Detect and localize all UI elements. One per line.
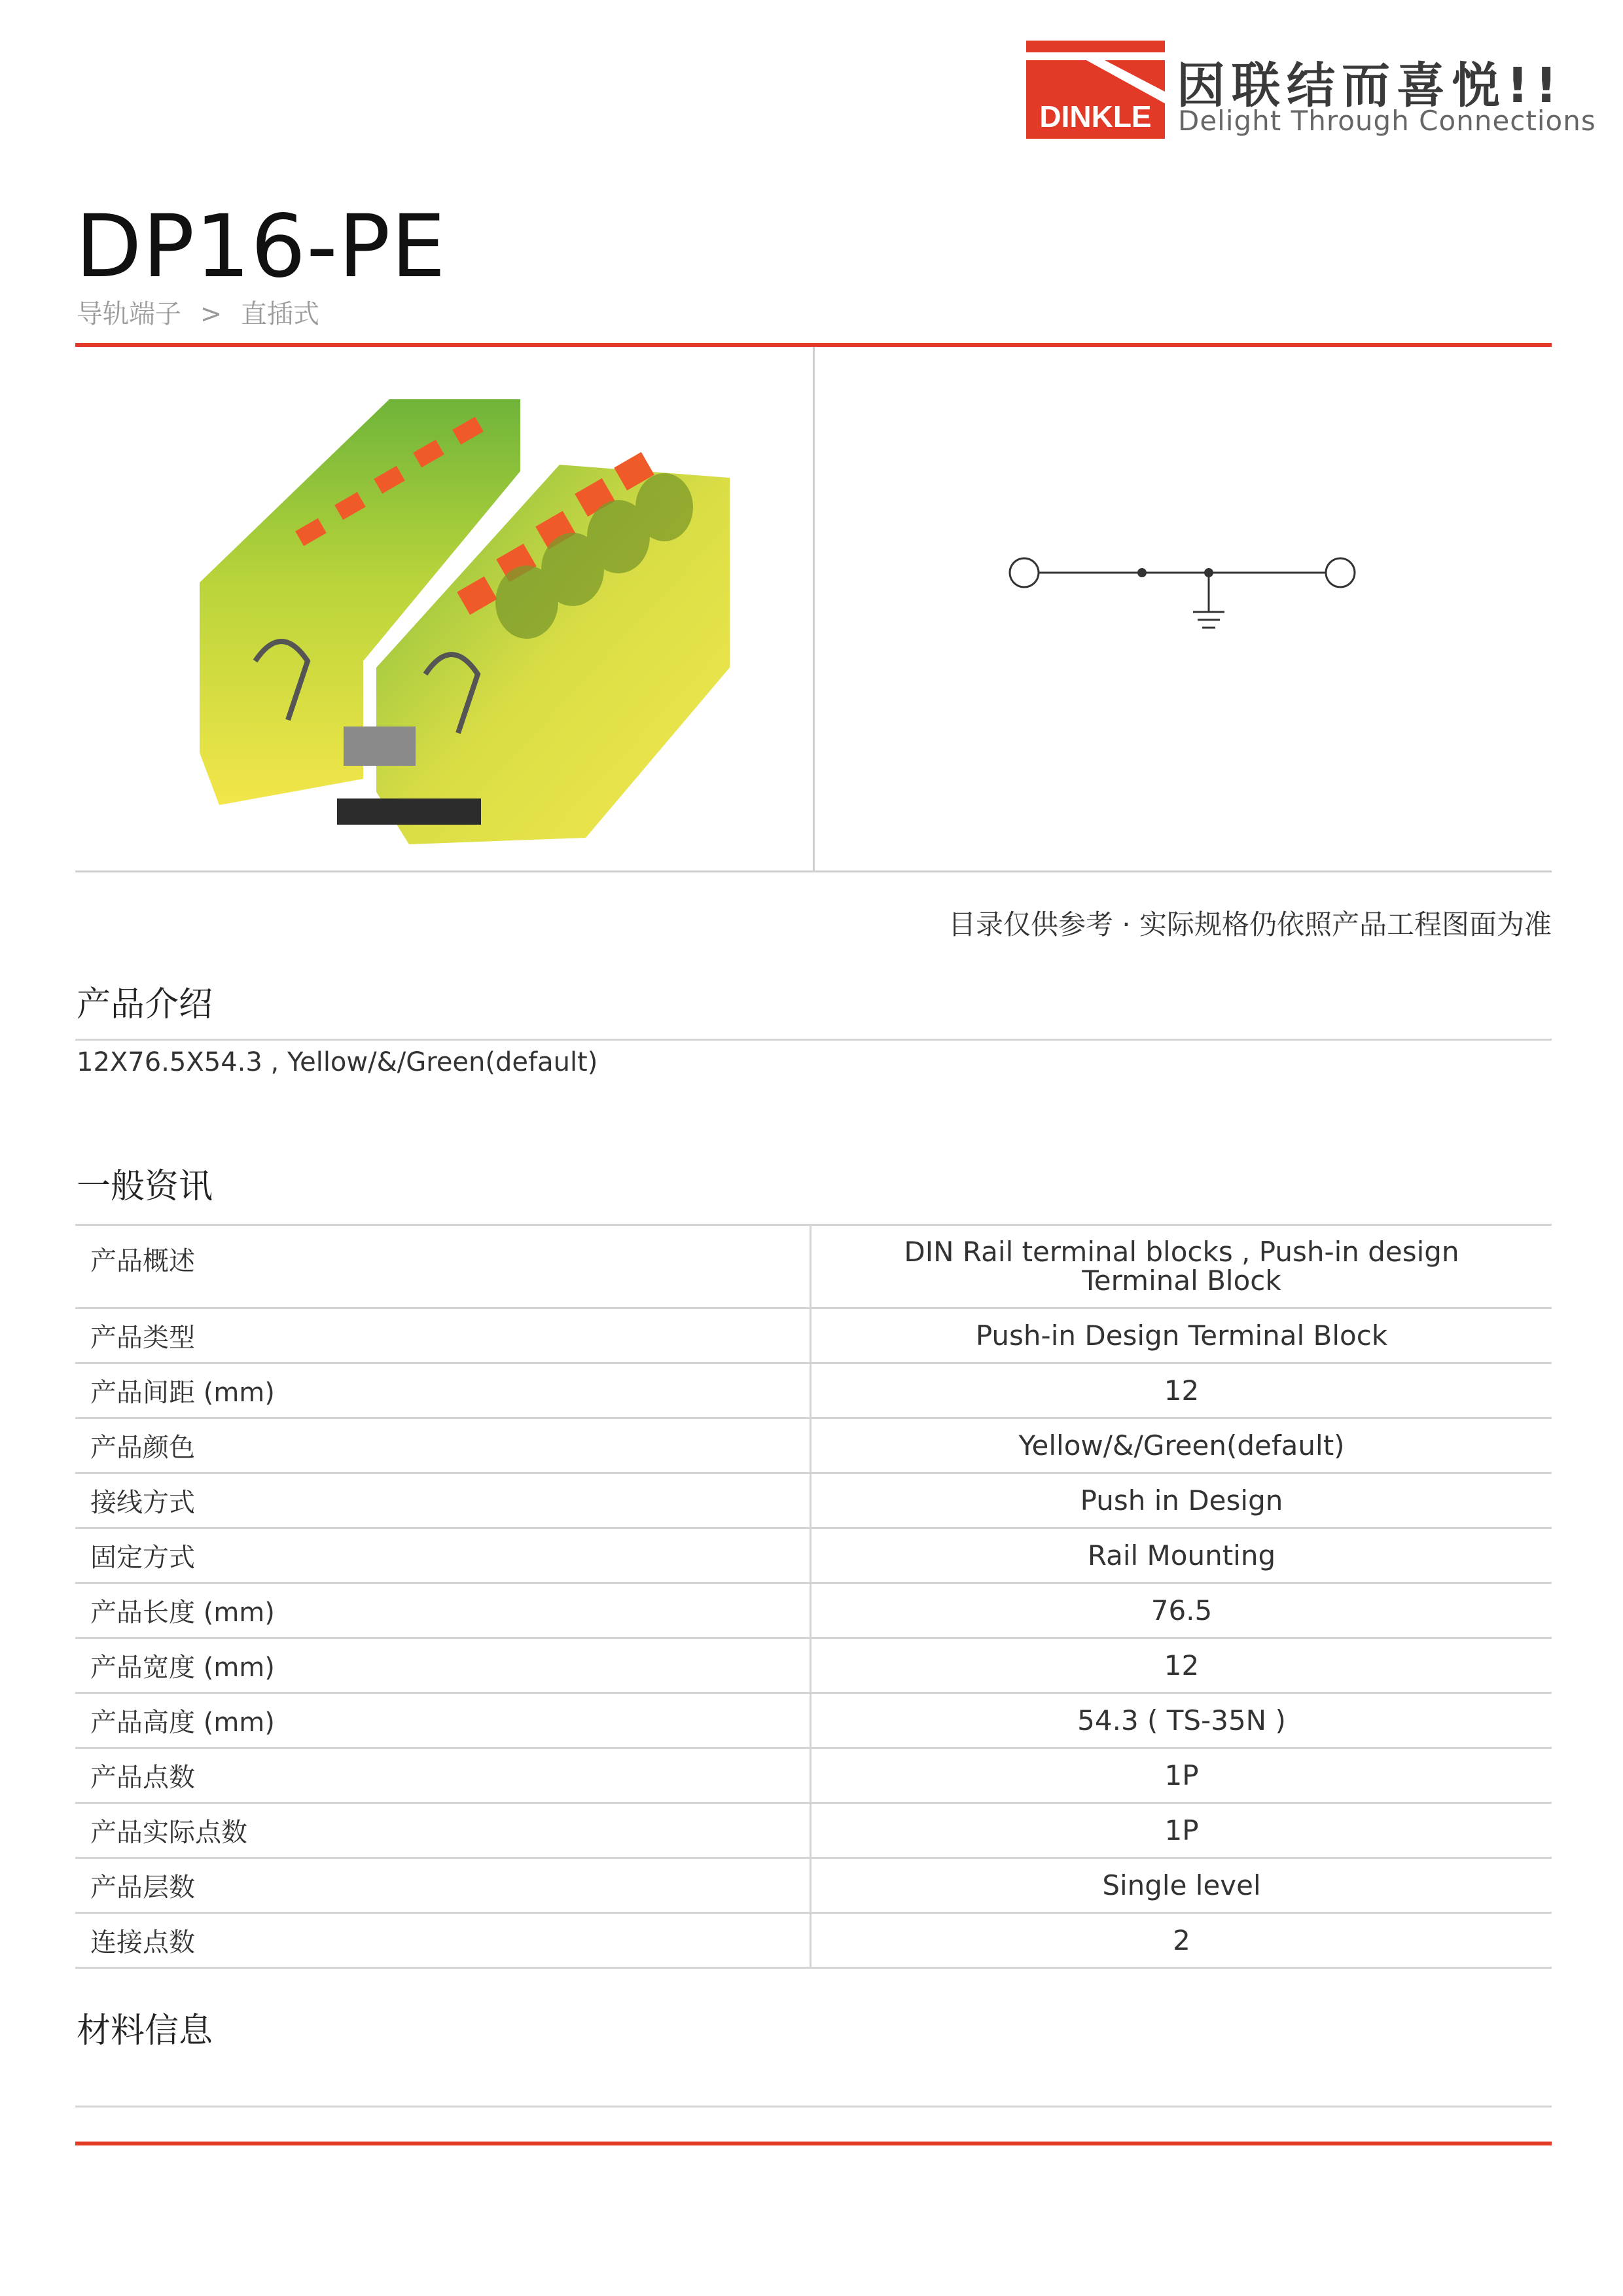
spec-value: Rail Mounting — [1087, 1539, 1276, 1571]
spec-value: 1P — [1164, 1814, 1199, 1846]
media-bottom-rule — [75, 870, 1552, 872]
product-photo — [193, 386, 740, 857]
spec-row — [75, 1419, 1552, 1474]
spec-value: Single level — [1102, 1869, 1261, 1901]
spec-value: Yellow/&/Green(default) — [1018, 1429, 1345, 1462]
spec-label: 连接点数 — [75, 1914, 812, 1967]
spec-row — [75, 1529, 1552, 1584]
breadcrumb-category[interactable]: 导轨端子 — [77, 299, 181, 329]
spec-row — [75, 1226, 1552, 1309]
intro-heading: 产品介绍 — [77, 985, 213, 1024]
breadcrumb-subcategory[interactable]: 直插式 — [240, 299, 319, 329]
footer-rule — [75, 2142, 1552, 2145]
spec-value: 76.5 — [1150, 1594, 1213, 1626]
slogan-en: Delight Through Connections — [1178, 105, 1596, 137]
spec-label: 产品层数 — [75, 1859, 812, 1912]
slogan-cn: 因联结而喜悦!! — [1177, 58, 1564, 114]
spec-value: 2 — [1173, 1924, 1190, 1956]
spec-row — [75, 1364, 1552, 1419]
product-title: DP16-PE — [75, 196, 446, 297]
spec-label: 产品实际点数 — [75, 1804, 812, 1857]
spec-row — [75, 1859, 1552, 1914]
spec-row — [75, 1694, 1552, 1749]
spec-row — [75, 1584, 1552, 1639]
spec-label: 产品宽度 (mm) — [75, 1639, 812, 1692]
intro-text: 12X76.5X54.3 , Yellow/&/Green(default) — [77, 1047, 598, 1077]
spec-label: 产品颜色 — [75, 1419, 812, 1472]
spec-label: 产品类型 — [75, 1309, 812, 1362]
circuit-symbol — [1008, 540, 1361, 655]
spec-value: 12 — [1164, 1649, 1200, 1681]
spec-row — [75, 1804, 1552, 1859]
breadcrumb-separator: > — [200, 299, 223, 329]
spec-label: 接线方式 — [75, 1474, 812, 1527]
breadcrumb — [77, 293, 330, 331]
spec-label: 产品长度 (mm) — [75, 1584, 812, 1637]
spec-label: 产品间距 (mm) — [75, 1364, 812, 1417]
logo-wordmark: DINKLE — [1039, 99, 1152, 134]
spec-row — [75, 1914, 1552, 1969]
spec-label: 产品概述 — [75, 1226, 812, 1307]
material-rule — [75, 2106, 1552, 2108]
disclaimer-note: 目录仅供参考 · 实际规格仍依照产品工程图面为准 — [948, 908, 1552, 941]
spec-value: Push-in Design Terminal Block — [975, 1319, 1388, 1352]
spec-row — [75, 1639, 1552, 1694]
spec-label: 产品点数 — [75, 1749, 812, 1802]
spec-table — [75, 1226, 1552, 1969]
spec-value: 54.3 ( TS-35N ) — [1077, 1704, 1286, 1736]
spec-label: 产品高度 (mm) — [75, 1694, 812, 1747]
media-divider — [813, 347, 815, 870]
spec-label: 固定方式 — [75, 1529, 812, 1582]
spec-value: DIN Rail terminal blocks , Push-in design Terminal Block — [904, 1236, 1459, 1297]
intro-rule — [75, 1039, 1552, 1041]
spec-row — [75, 1474, 1552, 1529]
spec-value: Push in Design — [1080, 1484, 1283, 1516]
dinkle-logo — [1026, 41, 1165, 139]
general-heading: 一般资讯 — [77, 1167, 213, 1206]
material-heading: 材料信息 — [77, 2011, 213, 2051]
spec-value: 12 — [1164, 1374, 1200, 1407]
spec-row — [75, 1309, 1552, 1364]
spec-value: 1P — [1164, 1759, 1199, 1791]
spec-row — [75, 1749, 1552, 1804]
